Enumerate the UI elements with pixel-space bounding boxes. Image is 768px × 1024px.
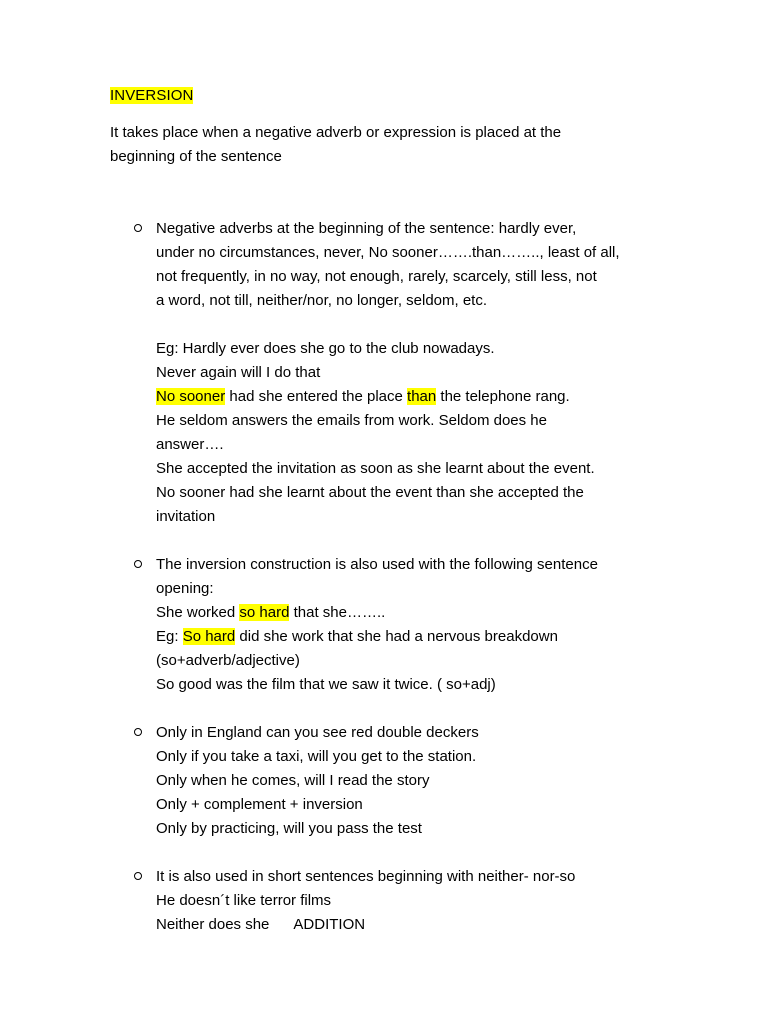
text: had she entered the place (225, 388, 408, 405)
document-title (110, 86, 193, 106)
text: Eg: (156, 628, 183, 645)
example-line: Eg: Hardly ever does she go to the club nowadays. (156, 340, 495, 357)
text: the telephone rang. (436, 388, 570, 405)
example-line: Never again will I do that (156, 364, 321, 381)
intro-line: It takes place when a negative adverb or expression is placed at the (110, 124, 562, 141)
example-line: She accepted the invitation as soon as she learnt about the event. (156, 460, 595, 477)
text-line: opening: (156, 580, 214, 597)
example-line: No sooner had she learnt about the event than she accepted the (156, 484, 584, 501)
example-line: answer…. (156, 436, 224, 453)
text: that she…….. (289, 604, 386, 621)
highlight: No sooner (156, 388, 226, 405)
bullet-circle-icon (134, 872, 142, 880)
text-line: under no circumstances, never, No sooner…….than…….., least of all, (156, 244, 620, 261)
bullet-circle-icon (134, 728, 142, 736)
bullet-circle-icon (134, 560, 142, 568)
title-highlight: INVERSION (110, 87, 194, 104)
highlight: so hard (239, 604, 290, 621)
intro-line: beginning of the sentence (110, 148, 282, 165)
text-line: Only by practicing, will you pass the test (156, 820, 422, 837)
text: did she work that she had a nervous breakdown (235, 628, 558, 645)
text: She worked (156, 604, 240, 621)
text-line-highlighted (156, 625, 666, 649)
text-line: Only if you take a taxi, will you get to the station. (156, 748, 477, 765)
text-line: (so+adverb/adjective) (156, 652, 300, 669)
text-line: a word, not till, neither/nor, no longer, seldom, etc. (156, 292, 488, 309)
text-line: Only in England can you see red double deckers (156, 724, 479, 741)
text-line: Only when he comes, will I read the story (156, 772, 430, 789)
intro-paragraph (110, 121, 670, 169)
text-line: Only + complement + inversion (156, 796, 363, 813)
text-line: Negative adverbs at the beginning of the sentence: hardly ever, (156, 220, 577, 237)
bullet-item-text (156, 553, 666, 697)
text-line: So good was the film that we saw it twice. ( so+adj) (156, 676, 496, 693)
example-line: He seldom answers the emails from work. Seldom does he (156, 412, 547, 429)
text-line: He doesn´t like terror films (156, 892, 332, 909)
highlight: So hard (182, 628, 236, 645)
bullet-item-text (156, 217, 666, 529)
bullet-item-text (156, 721, 666, 841)
text-line: It is also used in short sentences beginning with neither- nor-so (156, 868, 576, 885)
text-line: not frequently, in no way, not enough, rarely, scarcely, still less, not (156, 268, 597, 285)
text: Neither does she (156, 916, 270, 933)
example-line-highlighted (156, 385, 666, 409)
highlight: than (407, 388, 437, 405)
addition-label: ADDITION (293, 916, 366, 933)
bullet-circle-icon (134, 224, 142, 232)
text-line (156, 913, 666, 937)
bullet-item-text (156, 865, 666, 937)
example-line: invitation (156, 508, 216, 525)
text-line-highlighted (156, 601, 666, 625)
text-line: The inversion construction is also used with the following sentence (156, 556, 598, 573)
